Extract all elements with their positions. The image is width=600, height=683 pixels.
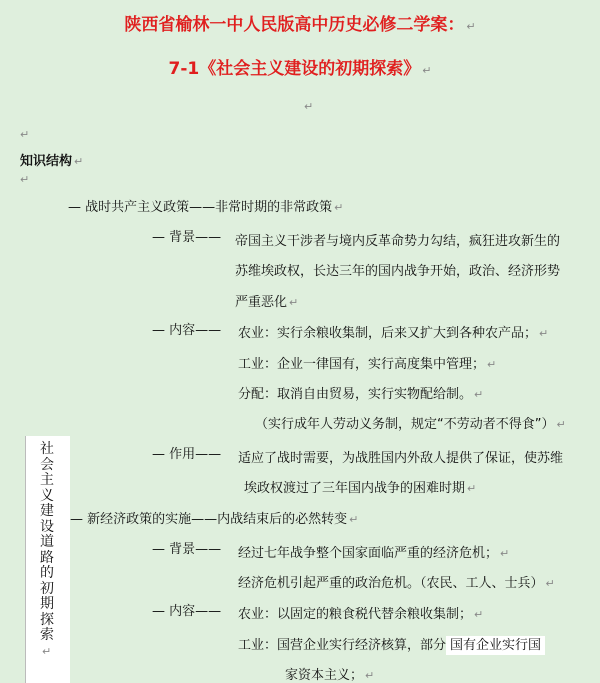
branch-title: 战时共产主义政策——非常时期的非常政策 — [85, 200, 333, 215]
paragraph-mark-icon: ↵ — [20, 128, 30, 141]
document-title-line1 — [0, 10, 600, 35]
background-line-text: 经济危机引起严重的政治危机。（农民、工人、士兵） — [238, 576, 544, 591]
content-line-text: 工业：企业一律国有，实行高度集中管理； — [238, 357, 486, 372]
content-line — [238, 383, 483, 402]
background-label-text: 背景—— — [169, 230, 222, 245]
content-line-text: 工业：国营企业实行经济核算，部分 — [238, 638, 447, 653]
highlighted-text: 国有企业实行国 — [446, 636, 545, 655]
background-label — [152, 226, 221, 245]
background-line: 苏维埃政权，长达三年的国内战争开始，政治、经济形势 — [235, 264, 561, 279]
content-line-text: 家资本主义； — [285, 668, 364, 683]
side-label-chars: 社会主义建设道路的初期探索 — [40, 441, 54, 643]
background-line: 帝国主义干涉者与境内反革命势力勾结，疯狂进攻新生的 — [235, 234, 561, 249]
paragraph-mark-icon: ↵ — [474, 608, 484, 621]
section-heading — [20, 150, 83, 169]
paragraph-mark-icon: ↵ — [349, 513, 359, 526]
paragraph-mark-icon: ↵ — [539, 327, 549, 340]
paragraph-mark-icon: ↵ — [304, 100, 314, 113]
sub-bullet: — — [152, 323, 165, 338]
effect-label — [152, 443, 221, 462]
paragraph-mark-icon: ↵ — [20, 173, 30, 186]
title-line1-text: 陕西省榆林一中人民版高中历史必修二学案： — [124, 15, 465, 35]
paragraph-mark-icon: ↵ — [474, 388, 484, 401]
content-line — [238, 322, 548, 341]
effect-line-text: 埃政权渡过了三年国内战争的困难时期 — [244, 481, 466, 496]
paragraph-mark-icon: ↵ — [500, 547, 510, 560]
effect-line — [244, 477, 476, 496]
branch-war-communism — [68, 196, 343, 215]
sub-bullet: — — [152, 447, 165, 462]
content-label-text: 内容—— — [169, 323, 222, 338]
background-line — [238, 572, 555, 591]
content-line — [255, 413, 566, 432]
document-title-line2 — [0, 54, 600, 79]
paragraph-mark-icon: ↵ — [466, 20, 476, 33]
sub-bullet: — — [152, 604, 165, 619]
content-line-text: 农业：实行余粮收集制，后来又扩大到各种农产品； — [238, 326, 538, 341]
paragraph-mark-icon: ↵ — [289, 296, 299, 309]
background-label — [152, 538, 221, 557]
background-label-text: 背景—— — [169, 542, 222, 557]
paragraph-mark-icon: ↵ — [42, 644, 52, 658]
background-line-text: 经过七年战争整个国家面临严重的经济危机； — [238, 546, 499, 561]
effect-label-text: 作用—— — [169, 447, 222, 462]
content-line — [238, 353, 496, 372]
paragraph-mark-icon: ↵ — [365, 669, 375, 682]
paragraph-mark-icon: ↵ — [556, 418, 566, 431]
section-heading-text: 知识结构 — [20, 154, 73, 169]
effect-line: 适应了战时需要，为战胜国内外敌人提供了保证，使苏维 — [238, 451, 564, 466]
content-line-text: 分配：取消自由贸易，实行实物配给制。 — [238, 387, 473, 402]
branch-bullet: — — [68, 200, 81, 215]
content-line — [238, 634, 545, 653]
content-line — [238, 603, 483, 622]
paragraph-mark-icon: ↵ — [422, 64, 432, 77]
content-label-text: 内容—— — [169, 604, 222, 619]
branch-bullet: — — [70, 512, 83, 527]
side-label-box — [25, 436, 70, 683]
background-line — [235, 291, 298, 310]
content-label — [152, 600, 221, 619]
content-label — [152, 319, 221, 338]
paragraph-mark-icon: ↵ — [467, 482, 477, 495]
paragraph-mark-icon: ↵ — [74, 155, 84, 168]
side-label-text — [40, 442, 56, 659]
title-line2-text: 7-1《社会主义建设的初期探索》 — [168, 59, 421, 79]
branch-nep — [70, 508, 358, 527]
content-line-text: 农业：以固定的粮食税代替余粮收集制； — [238, 607, 473, 622]
branch-title: 新经济政策的实施——内战结束后的必然转变 — [87, 512, 348, 527]
sub-bullet: — — [152, 542, 165, 557]
paragraph-mark-icon: ↵ — [545, 577, 555, 590]
background-line-text: 严重恶化 — [235, 295, 288, 310]
content-line-text: （实行成年人劳动义务制，规定“不劳动者不得食”） — [255, 417, 555, 432]
paragraph-mark-icon: ↵ — [487, 358, 497, 371]
background-line — [238, 542, 509, 561]
paragraph-mark-icon: ↵ — [334, 201, 344, 214]
content-line — [285, 664, 374, 683]
sub-bullet: — — [152, 230, 165, 245]
